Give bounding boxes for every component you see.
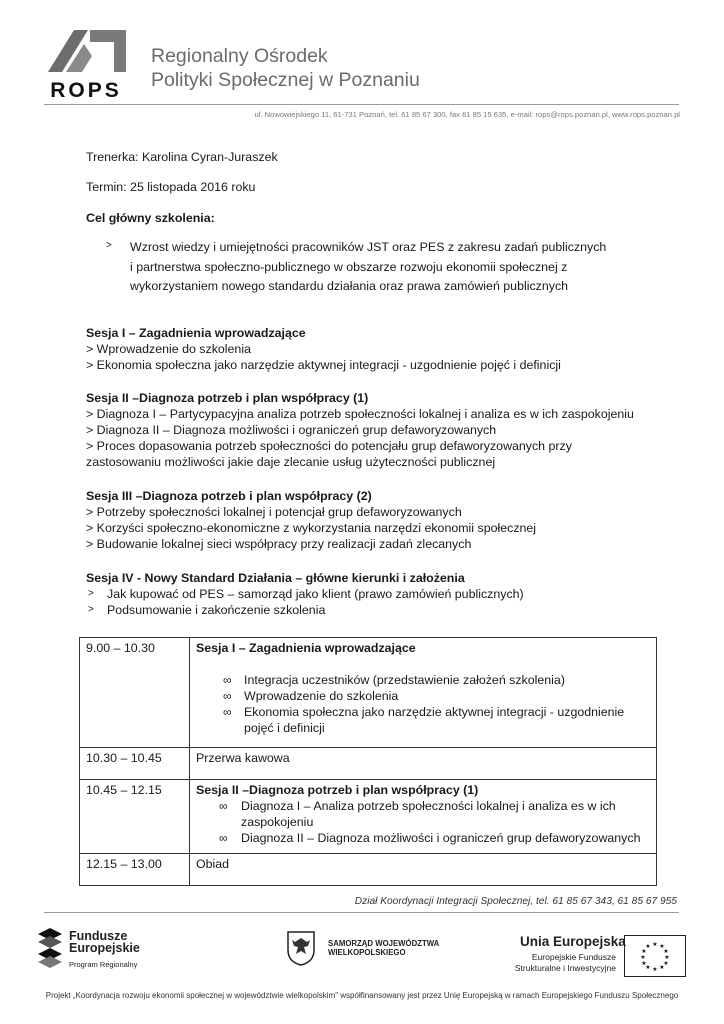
contact-address: ul. Nowowiejskiego 11, 61-731 Poznań, tel. 61 85 67 300, fax 61 85 15 635, e-mail: rops@rops.poznan.pl, www.rops.poznan.pl (254, 110, 680, 119)
eu-subtitle: Europejskie Fundusze Strukturalne i Inwestycyjne (514, 952, 616, 973)
organization-name (151, 44, 420, 92)
session-4-item: Podsumowanie i zakończenie szkolenia (107, 603, 326, 617)
svg-text:★: ★ (659, 943, 665, 950)
rops-logo (44, 22, 128, 100)
eu-title: Unia Europejska (520, 934, 626, 949)
content-cell (190, 780, 657, 854)
infinity-bullet-icon: ∞ (219, 799, 228, 813)
infinity-bullet-icon: ∞ (223, 673, 232, 687)
session-1-item: > Wprowadzenie do szkolenia (86, 342, 251, 356)
svg-text:★: ★ (641, 948, 647, 955)
table-row (80, 748, 657, 780)
org-name-line2: Polityki Społecznej w Poznaniu (151, 69, 420, 91)
session-2-item: > Proces dopasowania potrzeb społeczności do potencjału grup defaworyzowanych przy (86, 439, 572, 453)
svg-text:★: ★ (663, 948, 669, 955)
fe-logo-subtitle: Program Regionalny (69, 960, 138, 969)
svg-text:★: ★ (641, 960, 647, 967)
goal-bullet: > (106, 240, 112, 251)
session-3-item: > Potrzeby społeczności lokalnej i potencjał grup defaworyzowanych (86, 505, 462, 519)
department-contact: Dział Koordynacji Integracji Społecznej, tel. 61 85 67 343, 61 85 67 955 (354, 896, 677, 907)
session-4-bullet: > (88, 588, 94, 599)
time-cell: 9.00 – 10.30 (80, 638, 190, 748)
svg-text:★: ★ (640, 954, 646, 961)
infinity-bullet-icon: ∞ (223, 705, 232, 719)
time-cell: 12.15 – 13.00 (80, 854, 190, 886)
svg-text:★: ★ (664, 954, 670, 961)
table-row (80, 854, 657, 886)
session-1-item: > Ekonomia społeczna jako narzędzie aktywnej integracji - uzgodnienie pojęć i definicji (86, 358, 561, 372)
fe-logo-text: Fundusze Europejskie (69, 929, 140, 955)
svg-text:★: ★ (645, 964, 651, 971)
svg-text:★: ★ (659, 964, 665, 971)
session-4-item: Jak kupować od PES – samorząd jako klient (prawo zamówień publicznych) (107, 587, 524, 601)
session-2-item: > Diagnoza I – Partycypacyjna analiza potrzeb społeczności lokalnej i analiza es w ich zaspokojeniu (86, 407, 634, 421)
table-row (80, 780, 657, 854)
infinity-bullet-icon: ∞ (223, 689, 232, 703)
schedule-table (79, 637, 657, 886)
content-cell: Obiad (190, 854, 657, 886)
wielkopolska-logo-text: SAMORZĄD WOJEWÓDZTWA WIELKOPOLSKIEGO (328, 939, 440, 957)
org-name-line1: Regionalny Ośrodek (151, 45, 328, 67)
header-divider (44, 104, 679, 105)
svg-text:★: ★ (645, 943, 651, 950)
session-3-item: > Korzyści społeczno-ekonomiczne z wykorzystania narzędzi ekonomii społecznej (86, 521, 537, 535)
fundusze-europejskie-logo-icon (36, 926, 66, 970)
session-4-bullet: > (88, 604, 94, 615)
session-2-title: Sesja II –Diagnoza potrzeb i plan współpracy (1) (86, 391, 369, 405)
list-item: ∞ Ekonomia społeczna jako narzędzie aktywnej integracji - uzgodnienie pojęć i definicji (223, 705, 625, 735)
eu-flag-icon (624, 935, 686, 977)
list-item: ∞ Wprowadzenie do szkolenia (223, 689, 399, 703)
goal-text: Wzrost wiedzy i umiejętności pracowników JST oraz PES z zakresu zadań publicznych i partnerstwa społeczno-publicznego w obszarze rozwoju ekonomii społecznej z wykorzystaniem nowego standardu działania oraz prawa zamówień publicznych (130, 240, 607, 293)
time-cell: 10.30 – 10.45 (80, 748, 190, 780)
project-note: Projekt „Koordynacja rozwoju ekonomii społecznej w województwie wielkopolskim" współfinansowany jest przez Unię Europejską w ramach Europejskiego Funduszu Społecznego (45, 991, 679, 1000)
session-3-item: > Budowanie lokalnej sieci współpracy przy realizacji zadań zlecanych (86, 537, 472, 551)
session-3-title: Sesja III –Diagnoza potrzeb i plan współpracy (2) (86, 489, 372, 503)
goal-heading: Cel główny szkolenia: (86, 211, 215, 225)
content-cell (190, 638, 657, 748)
svg-text:★: ★ (652, 941, 658, 948)
date-line: Termin: 25 listopada 2016 roku (86, 180, 256, 194)
content-cell: Przerwa kawowa (190, 748, 657, 780)
footer-divider (44, 912, 679, 913)
session-1-title: Sesja I – Zagadnienia wprowadzające (86, 326, 306, 340)
eagle-crest-icon (286, 930, 316, 966)
list-item: ∞ Diagnoza I – Analiza potrzeb społeczności lokalnej i analiza es w ich zaspokojeniu (219, 799, 616, 829)
row-title: Sesja I – Zagadnienia wprowadzające (196, 641, 416, 655)
time-cell: 10.45 – 12.15 (80, 780, 190, 854)
svg-text:★: ★ (652, 966, 658, 973)
session-2-item: zastosowaniu możliwości jakie daje zlecanie usług użyteczności publicznej (86, 455, 496, 469)
list-item: ∞ Diagnoza II – Diagnoza możliwości i ograniczeń grup defaworyzowanych (219, 831, 641, 845)
session-4-title: Sesja IV - Nowy Standard Działania – główne kierunki i założenia (86, 571, 465, 585)
rops-logo-text: ROPS (50, 79, 122, 100)
row-title: Sesja II –Diagnoza potrzeb i plan współpracy (1) (196, 783, 479, 797)
session-2-item: > Diagnoza II – Diagnoza możliwości i ograniczeń grup defaworyzowanych (86, 423, 497, 437)
list-item: ∞ Integracja uczestników (przedstawienie założeń szkolenia) (223, 673, 565, 687)
infinity-bullet-icon: ∞ (219, 831, 228, 845)
trainer-line: Trenerka: Karolina Cyran-Juraszek (86, 150, 278, 164)
table-row (80, 638, 657, 748)
svg-text:★: ★ (663, 960, 669, 967)
